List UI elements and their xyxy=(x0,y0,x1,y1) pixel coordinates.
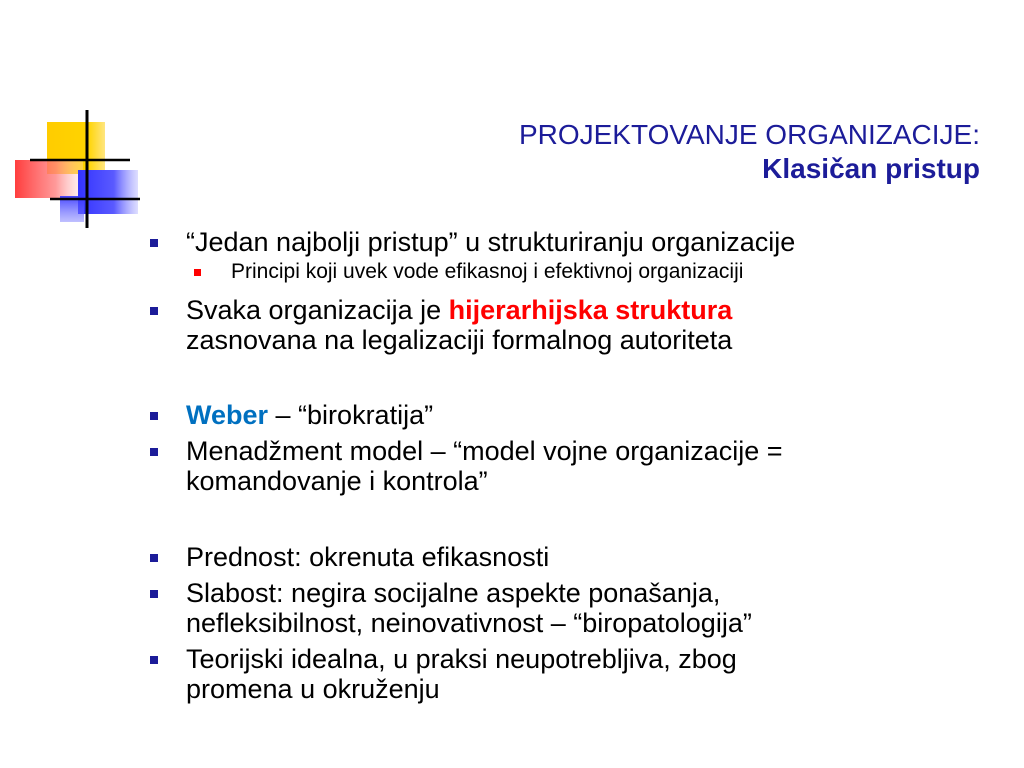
list-item xyxy=(150,295,980,355)
bullet-text: “Jedan najbolji pristup” u strukturiranju organizacije xyxy=(186,227,796,257)
bullet-square-icon xyxy=(150,656,158,664)
bullet-text: Svaka organizacija je xyxy=(186,295,449,325)
bullet-text-continued: nefleksibilnost, neinovativnost – “biropatologija” xyxy=(186,608,752,638)
list-item xyxy=(150,400,980,430)
slide-subtitle: Klasičan pristup xyxy=(762,153,980,184)
bullet-square-icon xyxy=(150,239,158,247)
bullet-text-continued: zasnovana na legalizaciji formalnog autoriteta xyxy=(186,325,733,355)
bullet-square-icon xyxy=(150,307,158,315)
list-item xyxy=(150,227,980,257)
bullet-text: Teorijski idealna, u praksi neupotrebljiva, zbog xyxy=(186,644,737,674)
list-item xyxy=(150,578,980,638)
list-sub-item xyxy=(194,259,980,285)
list-item xyxy=(150,542,980,572)
bullet-text: – “birokratija” xyxy=(268,400,434,430)
list-item xyxy=(150,436,980,496)
bullet-list xyxy=(150,227,980,704)
bullet-text-continued: promena u okruženju xyxy=(186,674,440,704)
bullet-text: Menadžment model – “model vojne organizacije = xyxy=(186,436,783,466)
red-bar xyxy=(15,160,83,198)
bullet-text-continued: komandovanje i kontrola” xyxy=(186,466,488,496)
bullet-square-icon xyxy=(150,448,158,456)
highlight-text: Weber xyxy=(186,400,269,430)
sub-bullet-text: Principi koji uvek vode efikasnoj i efektivnoj organizaciji xyxy=(231,260,744,283)
bullet-square-icon xyxy=(150,590,158,598)
sub-bullet-square-icon xyxy=(194,269,201,276)
bullet-text: Prednost: okrenuta efikasnosti xyxy=(186,542,550,572)
bullet-text: Slabost: negira socijalne aspekte ponašanja, xyxy=(186,578,721,608)
highlight-text: hijerarhijska struktura xyxy=(448,295,733,325)
bullet-square-icon xyxy=(150,554,158,562)
bullet-square-icon xyxy=(150,412,158,420)
slide-title: PROJEKTOVANJE ORGANIZACIJE: xyxy=(518,119,980,150)
decorative-logo xyxy=(0,0,150,240)
slide-title-block xyxy=(519,118,980,186)
list-item xyxy=(150,644,980,704)
